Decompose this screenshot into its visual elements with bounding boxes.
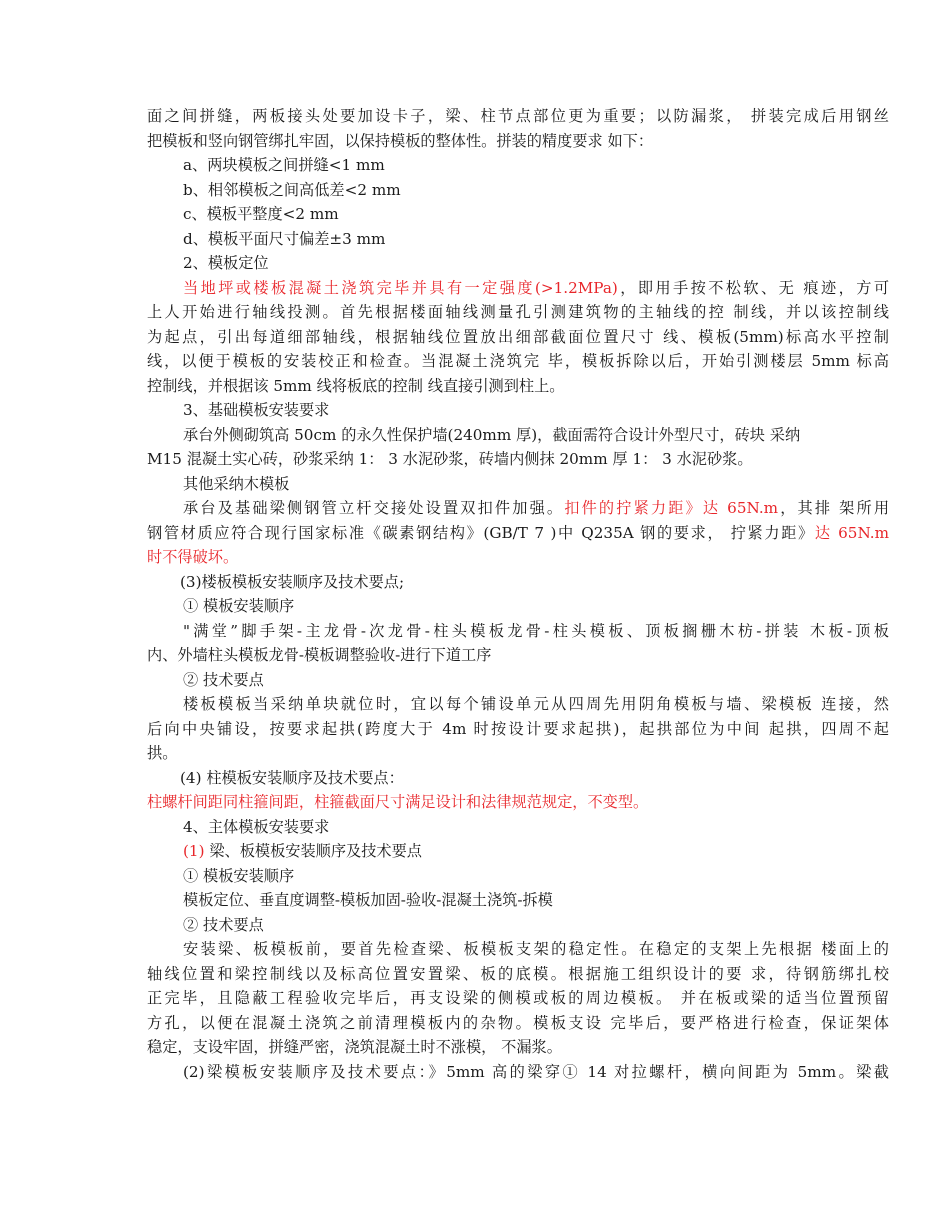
document-body [147, 104, 889, 1084]
text-line [147, 815, 889, 840]
text-line [147, 717, 889, 742]
text-line [147, 251, 889, 276]
line-text: a、两块模板之间拼缝<1 mm [183, 156, 385, 174]
text-line [147, 913, 889, 938]
text-line [147, 349, 889, 374]
line-text: 内、外墙柱头模板龙骨-模板调整验收-进行下道工序 [147, 646, 492, 664]
line-text: 线，以便于模板的安装校正和检查。当混凝土浇筑完 毕，模板拆除以后，开始引测楼层 5mm 标高 [147, 352, 889, 370]
text-line [147, 178, 889, 203]
line-text: ② 技术要点 [183, 670, 264, 689]
line-text: 其他采纳木模板 [183, 474, 290, 493]
line-text: 面之间拼缝，两板接头处要加设卡子，梁、柱节点部位更为重要；以防漏浆， 拼装完成后用钢丝 [147, 107, 889, 125]
text-line [147, 839, 889, 864]
text-line [147, 472, 889, 497]
line-text: 钢管材质应符合现行国家标准《碳素钢结构》(GB/T 7 )中 Q235A 钢的要求， 拧紧力距》 [147, 523, 815, 542]
line-text: (4) 柱模板安装顺序及技术要点： [180, 768, 404, 787]
text-line [147, 423, 889, 448]
highlighted-text: 当地坪或楼板混凝土浇筑完毕并具有一定强度(>1.2MPa) [183, 278, 618, 297]
text-line [147, 202, 889, 227]
line-text: d、模板平面尺寸偏差±3 mm [183, 229, 386, 248]
text-line [147, 692, 889, 717]
highlighted-text: 柱螺杆间距同柱箍间距，柱箍截面尺寸满足设计和法律规范规定，不变型。 [147, 793, 649, 811]
line-text: c、模板平整度<2 mm [183, 205, 339, 223]
text-line [147, 447, 889, 472]
text-line [147, 1011, 889, 1036]
text-line [147, 300, 889, 325]
line-text: "满堂”脚手架-主龙骨-次龙骨-柱头模板龙骨-柱头模板、顶板搁栅木枋-拼装 木板-顶板 [183, 621, 889, 640]
line-text: 2、模板定位 [183, 254, 269, 272]
text-line [147, 937, 889, 962]
text-line [147, 766, 889, 791]
text-line [147, 398, 889, 423]
line-text: b、相邻模板之间高低差<2 mm [183, 180, 401, 199]
text-line [147, 374, 889, 399]
highlighted-text: 达 65N.m [814, 523, 889, 542]
text-line [147, 864, 889, 889]
line-text: 3、基础模板安装要求 [183, 401, 330, 419]
line-text: 稳定，支设牢固，拼缝严密，浇筑混凝土时不涨模， 不漏浆。 [147, 1038, 562, 1056]
line-text: ① 模板安装顺序 [183, 866, 295, 885]
text-line [147, 594, 889, 619]
text-line [147, 570, 889, 595]
text-line [147, 619, 889, 644]
line-text: 控制线，并根据该 5mm 线将板底的控制 线直接引测到柱上。 [147, 376, 565, 395]
text-line [147, 962, 889, 987]
line-text: ，其排 架所用 [778, 499, 890, 517]
line-text: 承台外侧砌筑高 50cm 的永久性保护墙(240mm 厚)，截面需符合设计外型尺寸，砖块 采纳 [183, 425, 801, 444]
line-text: 模板定位、垂直度调整-模板加固-验收-混凝土浇筑-拆模 [183, 891, 553, 909]
text-line [147, 790, 889, 815]
text-line [147, 325, 889, 350]
line-text: 梁、板模板安装顺序及技术要点 [204, 842, 422, 860]
line-text: 正完毕，且隐蔽工程验收完毕后，再支设梁的侧模或板的周边模板。 并在板或梁的适当位置预留 [147, 989, 889, 1007]
text-line [147, 643, 889, 668]
line-text: 为起点，引出每道细部轴线，根据轴线位置放出细部截面位置尺寸 线、模板(5mm)标高水平控制 [147, 327, 889, 346]
text-line [147, 129, 889, 154]
line-text: ，即用手按不松软、无 痕迹，方可 [617, 278, 890, 297]
text-line [147, 1035, 889, 1060]
text-line [147, 741, 889, 766]
line-text: ① 模板安装顺序 [183, 597, 295, 615]
highlighted-text: 扣件的拧紧力距》达 65N.m [564, 499, 779, 517]
text-line [147, 986, 889, 1011]
line-text: 承台及基础梁侧钢管立杆交接处设置双扣件加强。 [183, 499, 565, 517]
line-text: M15 混凝土实心砖，砂浆采纳 1： 3 水泥砂浆，砖墙内侧抹 20mm 厚 1： 3 水泥砂浆。 [147, 450, 753, 468]
text-line [147, 545, 889, 570]
line-text: 楼板模板当采纳单块就位时，宜以每个铺设单元从四周先用阴角模板与墙、梁模板 连接，然 [183, 695, 889, 713]
line-text: 轴线位置和梁控制线以及标高位置安置梁、板的底模。根据施工组织设计的要 求，待钢筋绑扎校 [147, 964, 889, 983]
text-line [147, 888, 889, 913]
text-line [147, 104, 889, 129]
line-text: 上人开始进行轴线投测。首先根据楼面轴线测量孔引测建筑物的主轴线的控 制线，并以该控制线 [147, 303, 889, 321]
highlighted-text: 时不得破坏。 [147, 548, 239, 566]
highlighted-text: (1) [183, 842, 205, 860]
text-line [147, 1060, 889, 1085]
text-line [147, 668, 889, 693]
line-text: 把模板和竖向钢管绑扎牢固，以保持模板的整体性。拼装的精度要求 如下： [147, 131, 654, 150]
line-text: (3)楼板模板安装顺序及技术要点; [180, 572, 405, 591]
line-text: 方孔，以便在混凝土浇筑之前清理模板内的杂物。模板支设 完毕后，要严格进行检查，保证架体 [147, 1013, 889, 1032]
line-text: 4、主体模板安装要求 [183, 817, 330, 836]
line-text: 后向中央铺设，按要求起拱(跨度大于 4m 时按设计要求起拱)，起拱部位为中间 起拱，四周不起 [147, 719, 889, 738]
text-line [147, 153, 889, 178]
line-text: ② 技术要点 [183, 915, 264, 934]
text-line [147, 521, 889, 546]
text-line [147, 227, 889, 252]
line-text: (2)梁模板安装顺序及技术要点：》5mm 高的梁穿① 14 对拉螺杆，横向间距为 5mm。梁截 [183, 1062, 889, 1081]
line-text: 安装梁、板模板前，要首先检查梁、板模板支架的稳定性。在稳定的支架上先根据 楼面上的 [183, 940, 889, 958]
line-text: 拱。 [147, 744, 178, 762]
text-line [147, 276, 889, 301]
text-line [147, 496, 889, 521]
